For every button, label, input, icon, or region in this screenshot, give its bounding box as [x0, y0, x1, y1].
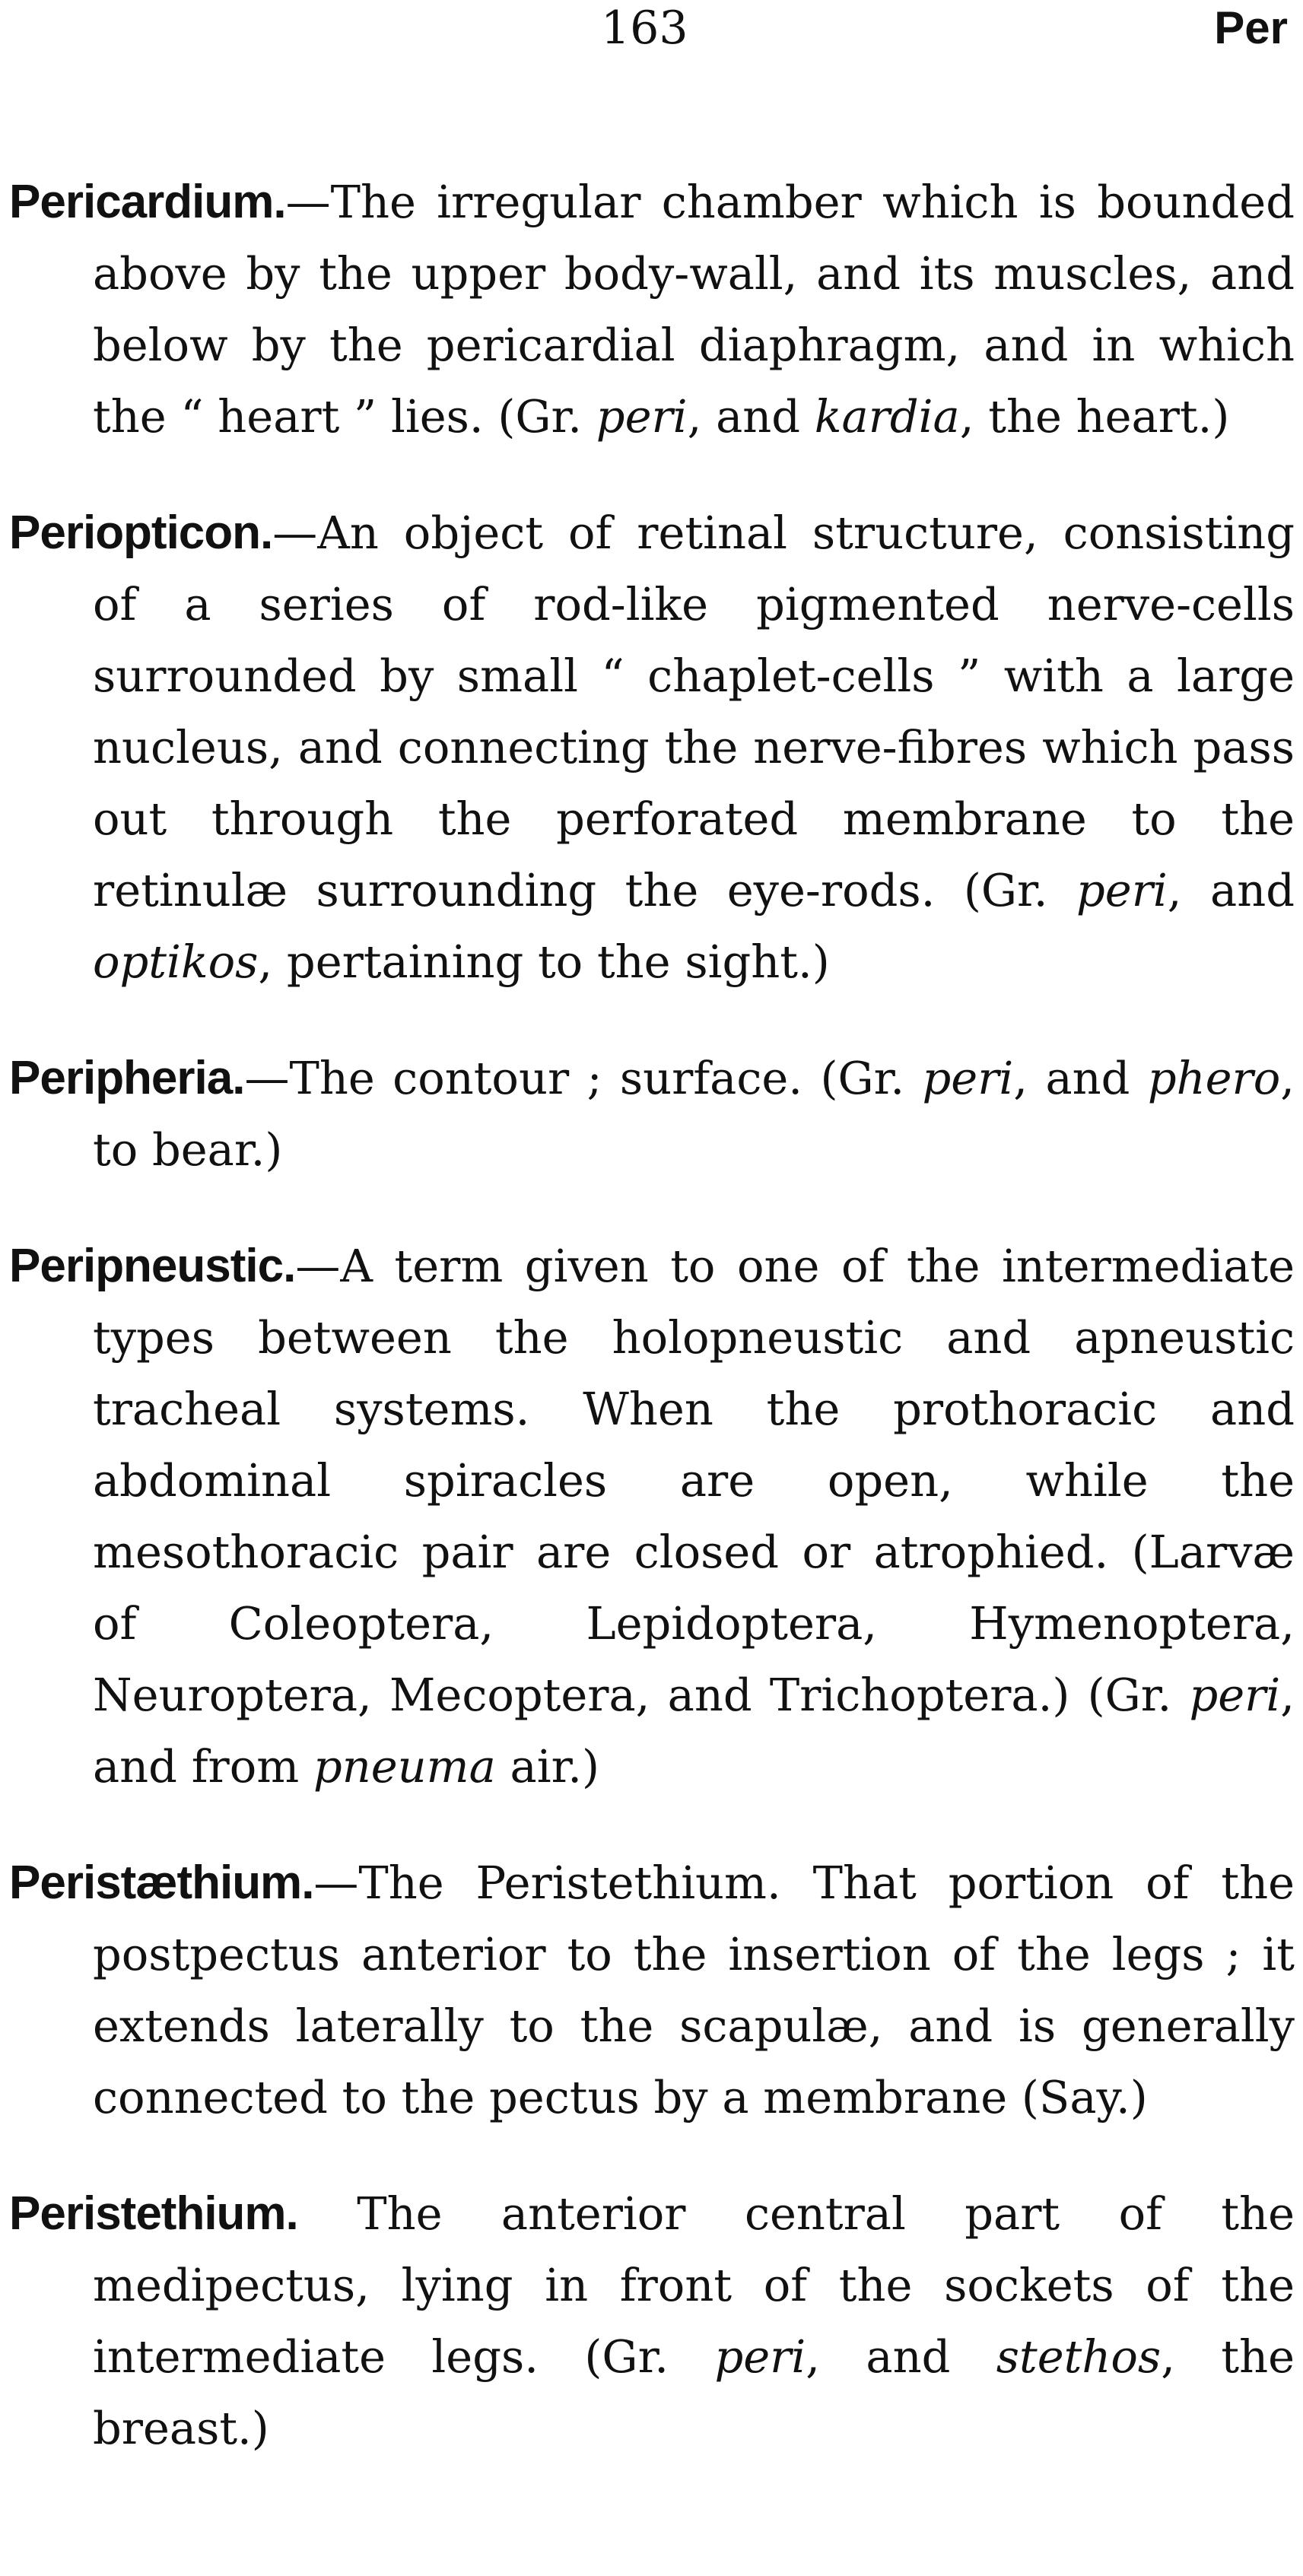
definition-italic-word: phero: [1147, 1052, 1281, 1104]
definition-italic-word: peri: [596, 390, 688, 443]
definition-text: , the heart.): [959, 390, 1230, 443]
definition-italic-word: peri: [922, 1052, 1014, 1104]
dictionary-entry: [9, 1231, 1295, 1803]
definition-italic-word: peri: [1189, 1669, 1281, 1721]
entry-term: Peripheria.: [9, 1052, 245, 1104]
definition-text: , and: [1167, 864, 1295, 916]
definition-text: —The Peristethium. That portion of the postpectus anterior to the insertion of the legs ; it extends laterally to the scapulæ, and is generally connected to the pectus by a membrane (Say.): [93, 1857, 1295, 2123]
dictionary-entry: [9, 2178, 1295, 2464]
definition-italic-word: pneuma: [313, 1740, 496, 1793]
dictionary-entry: [9, 1847, 1295, 2133]
definition-text: , and: [806, 2330, 996, 2383]
dictionary-entry: [9, 497, 1295, 998]
definition-text: , and: [687, 390, 815, 443]
definition-text: , pertaining to the sight.): [258, 935, 830, 988]
entry-term: Peripneustic.: [9, 1240, 296, 1292]
definition-text: —The irregular chamber which is bounded above by the upper body-wall, and its muscles, and below by the pericardial diaphragm, and in which the “ heart ” lies. (Gr.: [93, 176, 1295, 443]
entry-definition: [93, 507, 1295, 988]
definition-italic-word: stethos: [996, 2330, 1162, 2383]
definition-italic-word: peri: [1076, 864, 1168, 916]
definition-text: , and: [1013, 1052, 1148, 1104]
entry-term: Pericardium.: [9, 176, 286, 228]
definition-text: air.): [495, 1740, 600, 1793]
dictionary-entry: [9, 1043, 1295, 1186]
definition-text: , to bear.): [93, 1052, 1295, 1176]
page-header: [0, 0, 1303, 61]
definition-text: , and from: [93, 1669, 1295, 1793]
entry-definition: [93, 1240, 1295, 1793]
entry-term: Peristæthium.: [9, 1857, 314, 1909]
entry-definition: [93, 1052, 1295, 1176]
definition-text: The anterior central part of the medipectus, lying in front of the sockets of the intermediate legs. (Gr.: [93, 2187, 1295, 2383]
definition-italic-word: peri: [714, 2330, 806, 2383]
page-number: 163: [601, 2, 688, 55]
entry-list: [9, 122, 1295, 2485]
dictionary-entry: [9, 167, 1295, 453]
running-head: Per: [1214, 2, 1288, 53]
definition-text: —An object of retinal structure, consisting of a series of rod-like pigmented nerve-cells surrounded by small “ chaplet-cells ” with a large nucleus, and connecting the nerve-fibres which pass out through the perforated membrane to the retinulæ surrounding the eye-rods. (Gr.: [93, 507, 1295, 916]
definition-italic-word: optikos: [93, 935, 259, 988]
definition-text: —A term given to one of the intermediate types between the holopneustic and apneustic tracheal systems. When the prothoracic and abdominal spiracles are open, while the mesothoracic pair are closed or atrophied. (Larvæ of Coleoptera, Lepidoptera, Hymenoptera, Neuroptera, Mecoptera, and Trichoptera.) (Gr.: [93, 1240, 1295, 1721]
definition-italic-word: kardia: [814, 390, 960, 443]
definition-text: , the breast.): [93, 2330, 1295, 2454]
entry-term: Periopticon.: [9, 507, 273, 559]
definition-text: —The contour ; surface. (Gr.: [244, 1052, 923, 1104]
entry-term: Peristethium.: [9, 2187, 298, 2240]
